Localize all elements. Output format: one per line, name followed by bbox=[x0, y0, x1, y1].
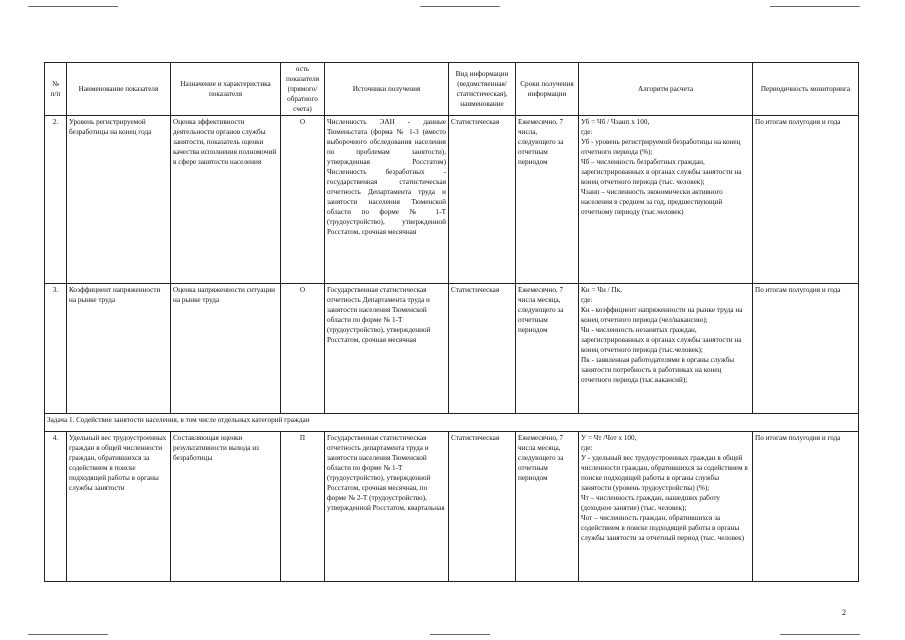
algorithm-line: Чб – численность безработных граждан, зарегистрированных в органах службы занятости на конец отчетного периода (тыс. человек); bbox=[581, 158, 742, 186]
header-sources: Источники получения bbox=[325, 63, 449, 116]
algorithm-line: Чот – численность граждан, обратившихся за содействием в поиске подходящей работы в органы службы занятости за отчетный период (тыс. человек) bbox=[581, 514, 745, 542]
algorithm-line: Чэанп – численность экономически активного населения в среднем за год, предшествующий отчетному периоду (тыс.человек) bbox=[581, 188, 723, 216]
row-purpose: Оценка напряженности ситуации на рынке труда bbox=[171, 284, 281, 414]
bottom-scan-edge bbox=[28, 634, 108, 635]
bottom-scan-edge bbox=[430, 634, 490, 635]
header-info-type: Вид информации (ведомственная/ статистическая), наименование bbox=[449, 63, 516, 116]
algorithm-line: Чт – численность граждан, нашедших работу (доходное занятие) (тыс. человек); bbox=[581, 494, 720, 512]
algorithm-line: где: bbox=[581, 296, 593, 304]
row-direction: О bbox=[281, 116, 325, 284]
row-sources: Государственная статистическая отчетность Департамента труда и занятости населения Тюменской области по форме № 1-Т (трудоустройство), утвержденной Росстатом, срочная месячная bbox=[325, 284, 449, 414]
header-purpose: Назначение и характеристика показателя bbox=[171, 63, 281, 116]
task-heading: Задача 1. Содействие занятости населения, в том числе отдельных категорий граждан bbox=[45, 414, 859, 432]
indicators-table bbox=[44, 62, 859, 582]
task-heading-row bbox=[45, 414, 859, 432]
algorithm-line: У - удельный вес трудоустроенных граждан в общей численности граждан, обратившихся за содействием в поиске подходящей работы в органы службы занятости (уровень трудоустройства) (%); bbox=[581, 454, 748, 492]
page-number: 2 bbox=[842, 608, 846, 617]
header-period: Периодичность мониторинга bbox=[753, 63, 859, 116]
row-num: 4. bbox=[45, 432, 67, 582]
row-name: Уровень регистрируемой безработицы на конец года bbox=[67, 116, 171, 284]
row-info-type: Статистическая bbox=[449, 284, 516, 414]
row-num: 3. bbox=[45, 284, 67, 414]
header-direction: ость показателя (прямого/ обратного счета) bbox=[281, 63, 325, 116]
row-info-type: Статистическая bbox=[449, 116, 516, 284]
header-name: Наименование показателя bbox=[67, 63, 171, 116]
row-terms: Ежемесячно, 7 числа месяца, следующего за отчетным периодом bbox=[516, 432, 579, 582]
row-purpose: Составляющая оценки результативности выхода из безработицы bbox=[171, 432, 281, 582]
row-info-type: Статистическая bbox=[449, 432, 516, 582]
algorithm-line: где: bbox=[581, 444, 593, 452]
algorithm-line: где: bbox=[581, 128, 593, 136]
row-algorithm bbox=[579, 116, 753, 284]
row-sources: Численность ЭАН - данные Тюменьстата (форма № 1-3 (вместо выборочного обследования населения по проблемам занятости), утвержденная Росстатом) Численность безработных - государственная статистическая отчетность Департамента труда и занятости населения Тюменской области по форме № 1-Т (трудоустройство), утвержденной Росстатом, срочная месячная bbox=[325, 116, 449, 284]
row-direction: О bbox=[281, 284, 325, 414]
table-header-row bbox=[45, 63, 859, 116]
algorithm-line: У = Чт /Чот х 100, bbox=[581, 434, 637, 442]
table-row bbox=[45, 432, 859, 582]
algorithm-line: Уб = Чб / Чэанп х 100, bbox=[581, 118, 650, 126]
header-terms: Сроки получения информации bbox=[516, 63, 579, 116]
row-direction: П bbox=[281, 432, 325, 582]
algorithm-line: Кн = Чн / Пк, bbox=[581, 286, 622, 294]
top-scan-edge bbox=[28, 6, 118, 7]
top-scan-edge bbox=[420, 6, 500, 7]
row-sources: Государственная статистическая отчетность департамента труда и занятости населения Тюменской области по форме № 1-Т (трудоустройство), утвержденной Росстатом, срочная месячная, по форме № 2-Т (трудоустройство), утвержденной Росстатом, квартальная bbox=[325, 432, 449, 582]
row-period: По итогам полугодия и года bbox=[753, 432, 859, 582]
bottom-scan-edge bbox=[780, 634, 860, 635]
row-period: По итогам полугодия и года bbox=[753, 116, 859, 284]
table-row bbox=[45, 116, 859, 284]
row-algorithm bbox=[579, 432, 753, 582]
row-algorithm bbox=[579, 284, 753, 414]
algorithm-line: Уб - уровень регистрируемой безработицы на конец отчетного периода (%); bbox=[581, 138, 741, 156]
header-num: № п/п bbox=[45, 63, 67, 116]
header-algorithm: Алгоритм расчета bbox=[579, 63, 753, 116]
algorithm-line: Кн - коэффициент напряженности на рынке труда на конец отчетного периода (чел/вакансию); bbox=[581, 306, 743, 324]
row-num: 2. bbox=[45, 116, 67, 284]
algorithm-line: Чн - численность незанятых граждан, зарегистрированных в органах службы занятости на конец отчетного периода (тыс.человек); bbox=[581, 326, 742, 354]
top-scan-edge bbox=[770, 6, 860, 7]
algorithm-line: Пк - заявленная работодателями в органы службы занятости потребность в работниках на конец отчетного периода (тыс.вакансий); bbox=[581, 356, 735, 384]
row-name: Коэффициент напряженности на рынке труда bbox=[67, 284, 171, 414]
row-period: По итогам полугодия и года bbox=[753, 284, 859, 414]
row-name: Удельный вес трудоустроенных граждан в общей численности граждан, обратившихся за содействием в поиске подходящей работы в органы службы занятости bbox=[67, 432, 171, 582]
row-terms: Ежемесячно, 7 числа месяца, следующего за отчетным периодом bbox=[516, 284, 579, 414]
row-purpose: Оценка эффективности деятельности органов службы занятости, показатель оценки качества исполнения полномочий в сфере занятости населения bbox=[171, 116, 281, 284]
table-row bbox=[45, 284, 859, 414]
row-terms: Ежемесячно, 7 числа, следующего за отчетным периодом bbox=[516, 116, 579, 284]
